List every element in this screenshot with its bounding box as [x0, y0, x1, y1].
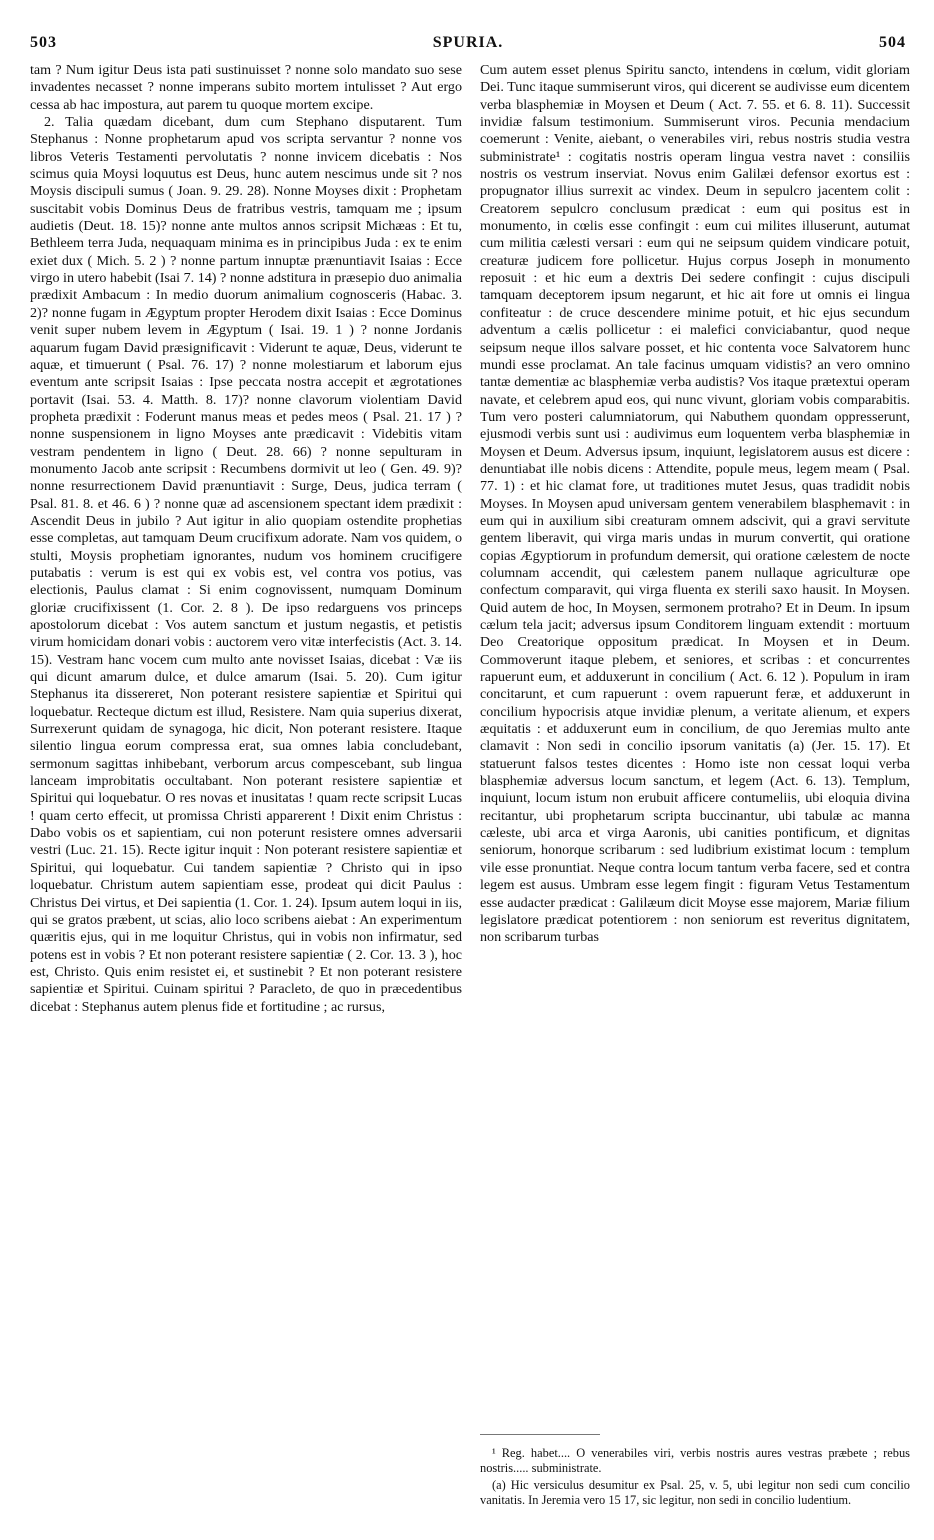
page-number-left: 503 [30, 34, 57, 51]
footnote-rule [480, 1434, 600, 1435]
left-column [30, 62, 462, 1016]
right-paragraph: Cum autem esset plenus Spiritu sancto, intendens in cœlum, vidit gloriam Dei. Tunc itaque summiserunt viros, qui dicerent se audivisse eum dicentem verba blasphemiæ in Moysen et Deum ( Act. 7. 55. et 6. 8. 11). Successit invidiæ falsum testimonium. Summiserunt viros. Pecunia mendacium coemerunt : Venite, aiebant, o venerabiles viri, rebus nostris studia vestra subministrate¹ : cogitatis nostris operam lingua vestra navet : consiliis nostris os vestrum inserviat. Novus enim Galilæi defensor exortus est : propugnator illius surrexit ac vindex. Deum in sepulcro jacentem colit : Creatorem sepulcro conclusum prædicat : eum qui positus est in monumento, in cœlis esse confingit : eum cui milites illuserunt, autumat cum militia cælesti versari : eum qui ne seipsum quidem vindicare potuit, creaturæ judicem fore pollicetur. Hujus corpus Joseph in monumento reposuit : et hic eum a dextris Dei sedere confingit : cujus discipuli tamquam deceptorem ipsum negarunt, et hic ait fore ut omnis ei lingua confiteatur : de cruce descendere minime potuit, et hic ejus secundum adventum a cælis pollicetur : ei malefici conviciabantur, quod neque seipsum neque illos salvare posset, et hic contenta voce Salvatorem hunc mundi esse proclamat. An tale facinus umquam vidistis? an vero omnino tantæ dementiæ ac blasphemiæ verba audistis? Vos itaque prætextui operam navate, et celebrem apud eos, qui nunc vivunt, gloriam vobis comparabitis. Tum vero posteri calumniatorum, qui Nabuthem quondam oppresserunt, ejusmodi verbis sunt usi : audivimus eum loquentem verba blasphemiæ in Moysen et Deum. Adversus ipsum, inquiunt, legislatorem ausus est dicere : denuntiabat ille nobis dicens : Attendite, popule meus, legem meam ( Psal. 77. 1) : et hic clamat fore, ut traditiones mutet Jesus, quas tradidit nobis Moyses. In Moysen apud universam gentem venerabilem blasphemavit : in eum qui in auxilium sibi creaturam omnem adscivit, qui a gravi servitute gentem liberavit, qui virga maris undas in murum convertit, qui oratione copias Ægyptiorum in profundum demersit, qui oratione cælestem de nocte columnam accendit, qui cælestem panem nullaque agriculturæ ope confectum comparavit, qui virga fluenta ex sterili saxo hausit. In Moysen. Quid autem de hoc, In Moysen, sermonem protraho? Et in Deum. In ipsum cælum tela jacit; adversus ipsum Conditorem linguam extendit : mortuum Deo Creatorique oppositum prædicat. In Moysen et in Deum. Commoverunt itaque plebem, et seniores, et scribas : et concurrentes rapuerunt eum, et adduxerunt in concilium ( Act. 6. 12 ). Populum in iram concitarunt, et cum rapuerunt : ovem rapuerunt feræ, et adduxerunt in concilium hypocrisis atque invidiæ plenum, a veritate alienum, et expers æquitatis : et adduxerunt eum in concilium, de quo Jeremias multo ante clamavit : Non sedi in concilio ipsorum vanitatis (a) (Jer. 15. 17). Et statuerunt falsos testes dicentes : Homo iste non cessat loqui verba blasphemiæ adversus locum sanctum, et legem (Act. 6. 13). Templum, inquiunt, locum istum non erubuit afficere contumeliis, ubi eloquia divina recitantur, ubi prophetarum scripta buccinantur, ubi tabulæ ac manna cæleste, ubi arca et virga Aaronis, ubi canities pontificum, et dignitas seniorum, honorque scribarum : sed ludibrium existimat locum : templum vile esse pronuntiat. Neque contra locum tantum verba facere, sed et contra legem est ausus. Umbram esse legem fingit : figuram Vetus Testamentum esse audacter prædicat : Galilæum dicit Moyse esse majorem, Mariæ filium legislatore prædicat potentiorem : non seniorum est reveritus dignitatem, non scribarum turbas [480, 62, 910, 946]
footnote: (a) Hic versiculus desumitur ex Psal. 25, v. 5, ubi legitur non sedi cum concilio vanitatis. In Jeremia vero 15 17, sic legitur, non sedi in concilio ludentium. [480, 1478, 910, 1507]
running-header [30, 34, 906, 56]
right-column [480, 62, 910, 947]
footnotes [480, 1446, 910, 1510]
left-paragraph: tam ? Num igitur Deus ista pati sustinuisset ? nonne solo mandato suo sese invadentes necasset ? nonne imperans subito mortem intulisset ? Aut ergo cessa ab hac impostura, aut parem tu quoque mortem excipe. [30, 62, 462, 113]
left-paragraph: 2. Talia quædam dicebant, dum cum Stephano disputarent. Tum Stephanus : Nonne prophetarum apud vos scripta servantur ? nonne vos libros Veteris Testamenti pervolutatis ? nonne invicem dicebatis : Nos scimus quia Moysi loquutus est Deus, hunc autem nescimus unde sit ? nos Moysis discipuli sumus ( Joan. 9. 29. 28). Nonne Moyses dixit : Prophetam suscitabit vobis Dominus Deus de fratribus vestris, tamquam me ; ipsum audietis (Deut. 18. 15)? nonne ante multos annos scripsit Michæas : Et tu, Bethleem terra Juda, nequaquam minima es in principibus Juda : ex te enim exiet dux ( Mich. 5. 2 ) ? nonne partum innuptæ prænuntiavit Isaias : Ecce virgo in utero habebit (Isai 7. 14) ? nonne adstitura in præsepio duo animalia prædixit Ambacum : In medio duorum animalium cognosceris (Habac. 3. 2)? nonne fugam in Ægyptum propter Herodem dixit Isaias : Ecce Dominus venit super nubem levem in Ægyptum ( Isai. 19. 1 ) ? nonne Jordanis aquarum fugam David præsignificavit : Viderunt te aquæ, Deus, viderunt te aquæ, et timuerunt ( Psal. 76. 17) ? nonne molestiarum et laborum ejus eventum ante scripsit Isaias : Ipse peccata nostra accepit et ægrotationes portavit (Isai. 53. 4. Matth. 8. 17)? nonne clavorum violentiam David propheta prædixit : Foderunt manus meas et pedes meos ( Psal. 21. 17 ) ? nonne suspensionem in ligno Moyses ante prædicavit : Videbitis vitam vestram pendentem in ligno ( Deut. 28. 66) ? nonne sepulturam in monumento Jacob ante scripsit : Recumbens dormivit ut leo ( Gen. 49. 9)? nonne resurrectionem David prænuntiavit : Surge, Deus, judica terram ( Psal. 81. 8. et 46. 6 ) ? nonne quæ ad ascensionem spectant idem prædixit : Ascendit Deus in jubilo ? Aut igitur in alio quopiam ostendite prophetias esse completas, aut tamquam Deum crucifixum adorate. Nam vos quidem, o stulti, Moysis prophetiam ignorantes, nudum vos hominem crucifigere putabatis : verum is est qui ex vobis est, vel contra vos potius, vas electionis, Paulus clamat : Si enim cognovissent, numquam Dominum gloriæ crucifixissent (1. Cor. 2. 8 ). De ipso redarguens vos princeps apostolorum dicebat : Vos autem sanctum et justum negastis, et petistis virum homicidam donari vobis : auctorem vero vitæ interfecistis (Act. 3. 14. 15). Vestram hanc vocem cum multo ante novisset Isaias, dicebat : Væ iis qui dicunt amarum dulce, et dulce amarum (Isai. 5. 20). Cum igitur Stephanus ita dissereret, Non poterant resistere sapientiæ et Spiritui qui loquebatur. Recteque dictum est illud, Resistere. Nam quia superius dixerat, Surrexerunt quidam de synagoga, hic dicit, Non poterant resistere. Itaque silentio lingua eorum compressa erat, sua omnes labia concludebant, sermonum sagittas inhibebant, verborum arcus compescebant, sub lingua lanceam improbitatis occultabant. Non poterant resistere sapientiæ et Spiritui qui loquebatur. O res novas et inusitatas ! quam recte scripsit Lucas ! quam certo effecit, ut promissa Christi apparerent ! Dixit enim Christus : Dabo vobis os et sapientiam, cui non poterunt resistere omnes adversarii vestri (Luc. 21. 15). Recte igitur inquit : Non poterant resistere sapientiæ et Spiritui, qui loquebatur. Cui tandem sapientiæ ? Christo qui in ipso loquebatur. Christum autem sapientiam esse, prodeat qui dicit Paulus : Christus Dei virtus, et Dei sapientia (1. Cor. 1. 24). Ipsum autem loqui in iis, qui se gratos præbent, ut scias, alio loco scribens aiebat : An experimentum quæritis ejus, qui in me loquitur Christus, qui in vobis non infirmatur, sed potens est in vobis ? Et non poterant resistere sapientiæ ( 2. Cor. 13. 3 ), hoc est, Christo. Quis enim resistet ei, et sustinebit ? Et non poterant resistere sapientiæ et Spiritui. Cuinam spiritui ? Paracleto, de quo in præcedentibus dicebat : Stephanus autem plenus fide et fortitudine ; ac rursus, [30, 114, 462, 1015]
running-title: SPURIA. [432, 34, 504, 51]
footnote: ¹ Reg. habet.... O venerabiles viri, verbis nostris aures vestras præbete ; rebus nostris..... subministrate. [480, 1446, 910, 1475]
page-number-right: 504 [879, 34, 906, 51]
